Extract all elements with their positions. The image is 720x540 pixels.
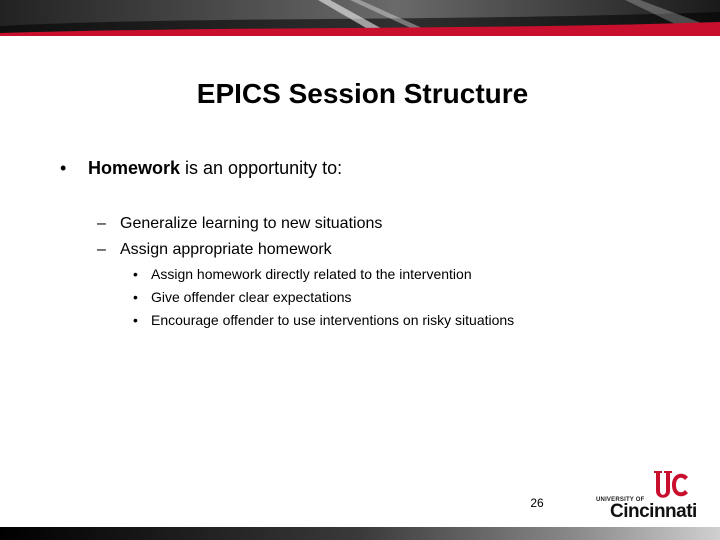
sub-sub-bullet-text: Give offender clear expectations [151, 289, 352, 305]
sub-bullet-generalize [97, 213, 382, 235]
footer-band [0, 527, 720, 540]
sub-sub-bullet-encourage [133, 310, 514, 330]
header-band [0, 0, 720, 36]
bullet-symbol: • [133, 266, 138, 282]
uc-monogram-icon [652, 471, 692, 505]
university-logo [590, 470, 710, 528]
bullet-bold-text: Homework [88, 158, 181, 178]
main-bullet [60, 155, 342, 181]
bullet-symbol: • [133, 289, 138, 305]
slide-title: EPICS Session Structure [196, 78, 529, 109]
sub-bullet-text: Assign appropriate homework [120, 241, 332, 258]
sub-sub-bullet-expectations [133, 287, 352, 307]
bullet-symbol: • [60, 158, 67, 178]
logo-cincinnati: Cincinnati [610, 501, 697, 522]
sub-bullet-assign [97, 239, 332, 261]
sub-bullet-text: Generalize learning to new situations [120, 215, 383, 232]
sub-sub-bullet-text: Assign homework directly related to the intervention [151, 266, 472, 282]
bullet-text: is an opportunity to: [180, 158, 343, 178]
bullet-symbol: • [133, 312, 138, 328]
sub-sub-bullet-related [133, 264, 472, 284]
dash-symbol: – [97, 215, 106, 232]
page-number: 26 [530, 496, 544, 510]
dash-symbol: – [97, 241, 106, 258]
logo-university-of: UNIVERSITY OF [596, 497, 645, 503]
sub-sub-bullet-text: Encourage offender to use interventions on risky situations [151, 312, 515, 328]
